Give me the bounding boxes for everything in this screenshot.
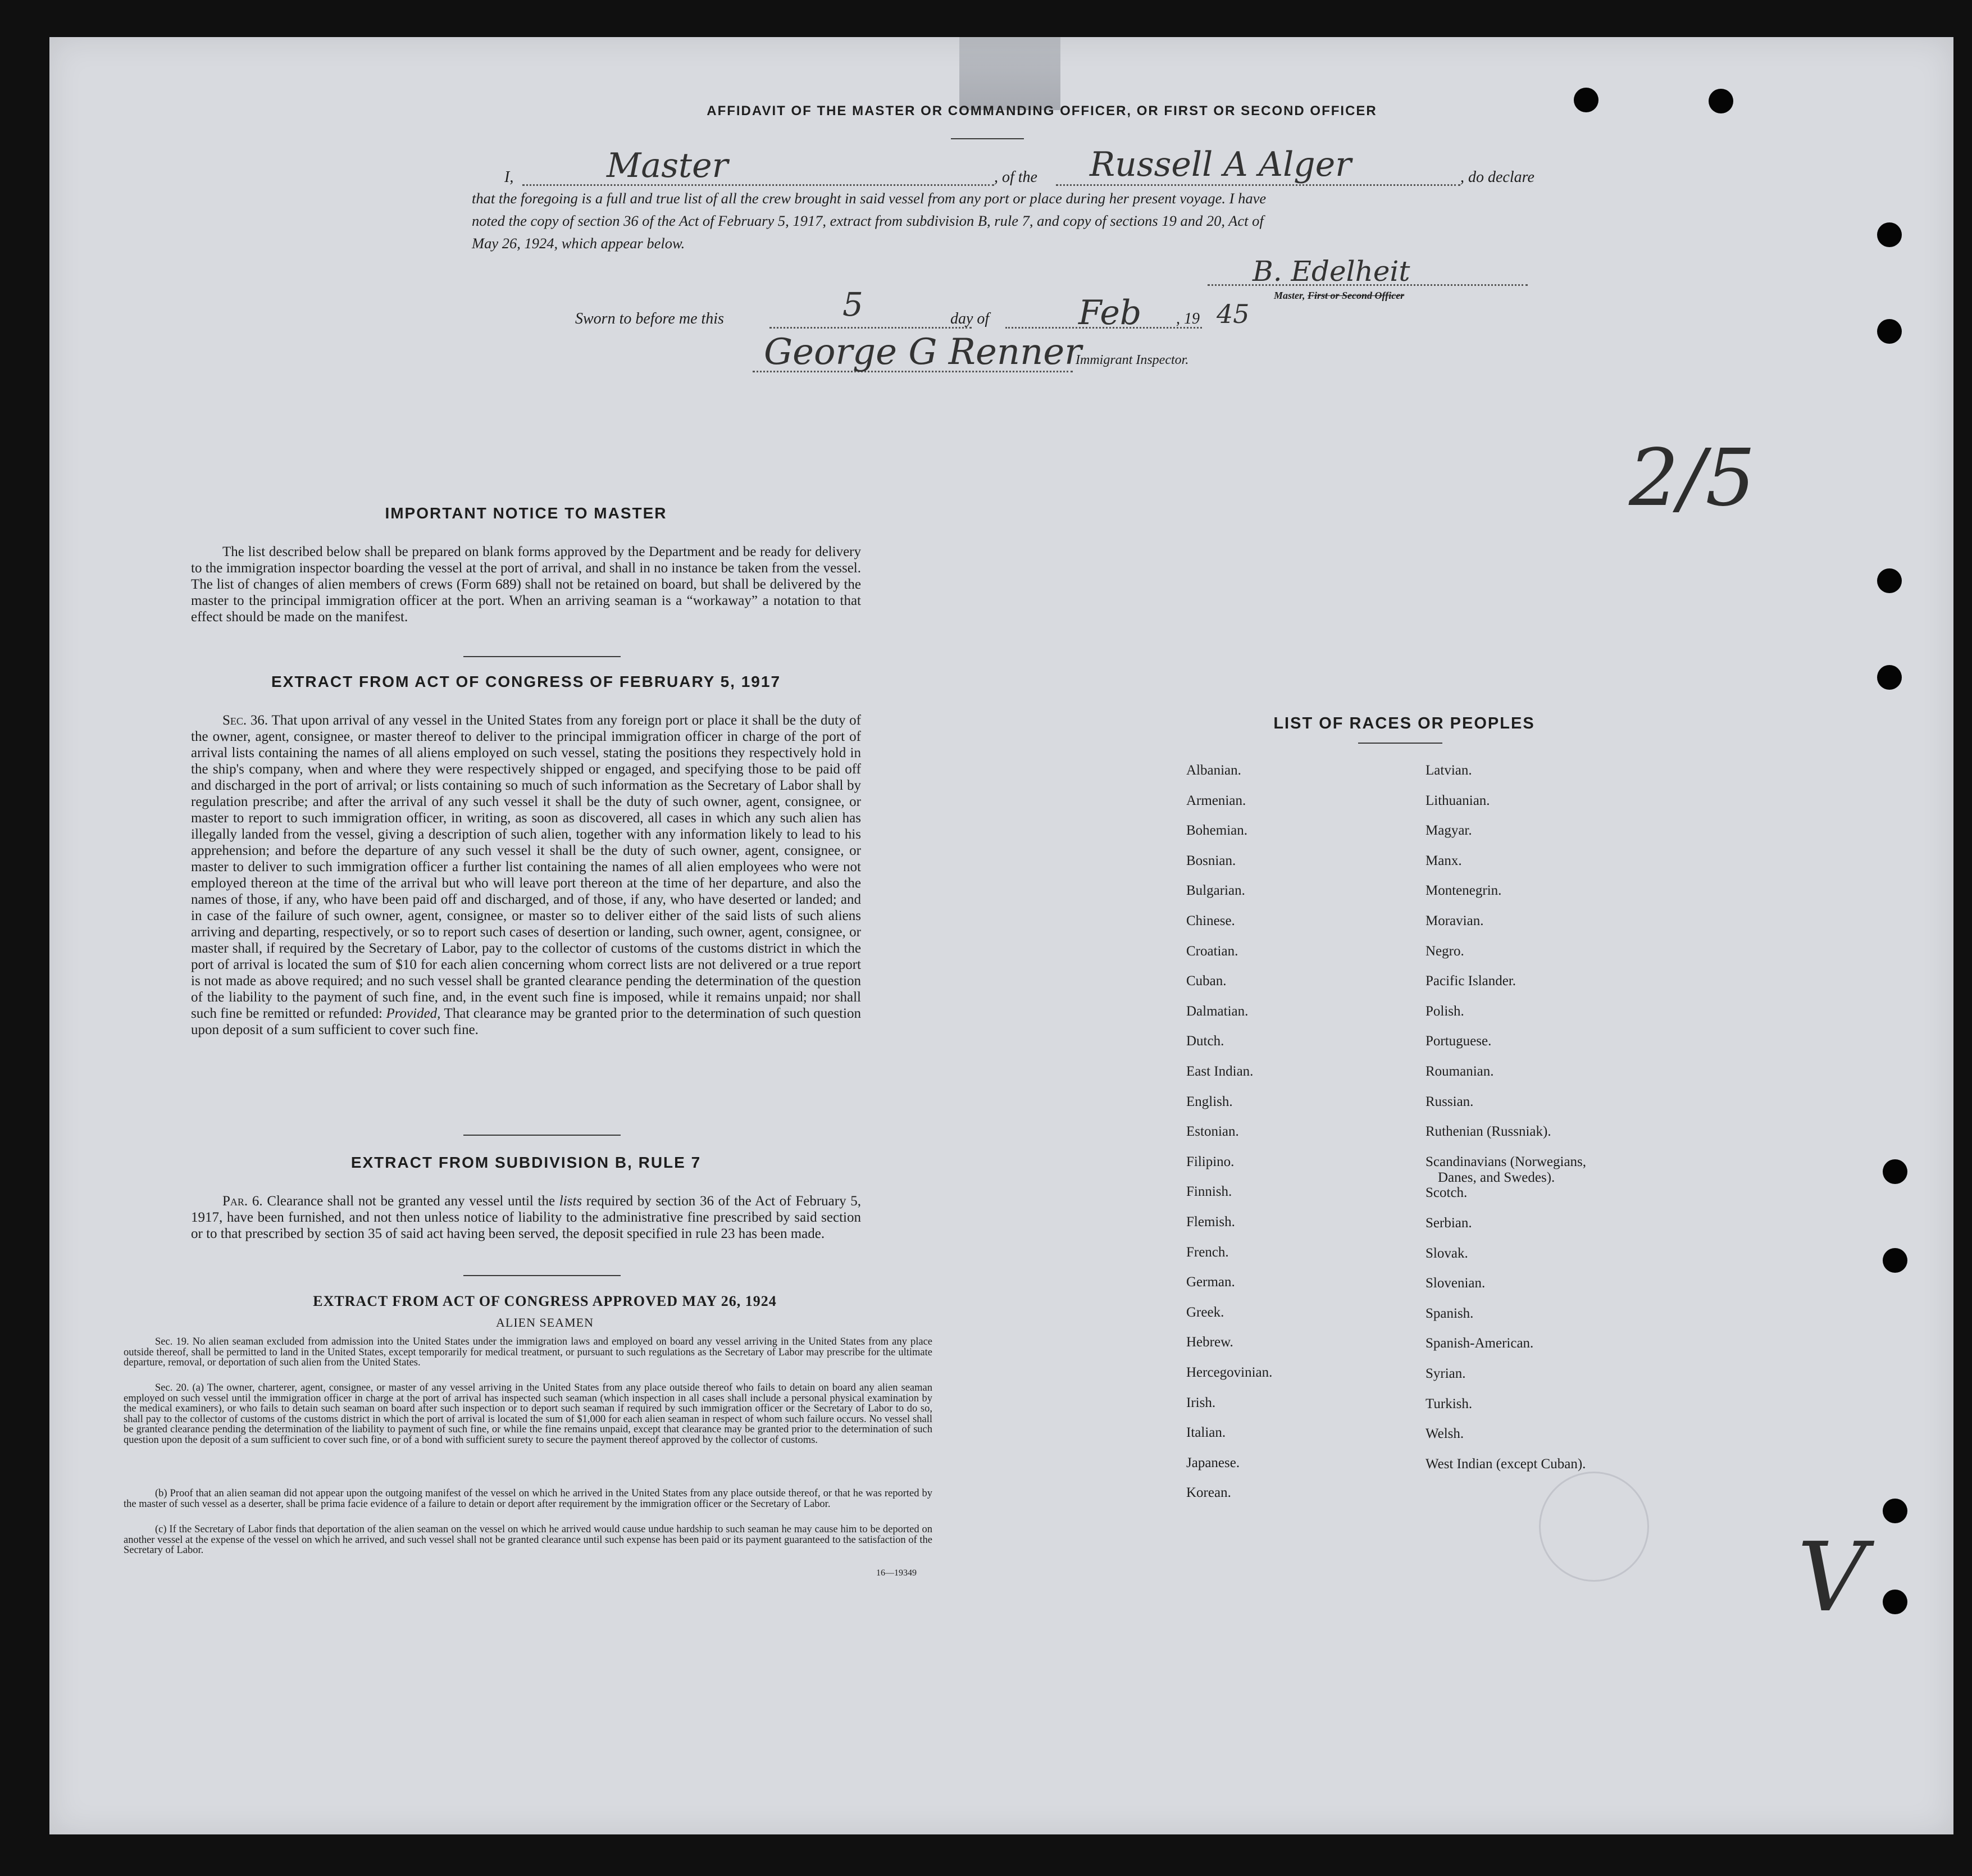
form-number: 16—19349: [876, 1568, 917, 1578]
handwritten-signature: B. Edelheit: [1253, 255, 1410, 288]
race-item: Flemish.: [1186, 1214, 1235, 1230]
handwritten-day: 5: [842, 285, 863, 324]
handwritten-month: Feb: [1078, 293, 1142, 333]
race-item: Finnish.: [1186, 1184, 1232, 1200]
page-title: AFFIDAVIT OF THE MASTER OR COMMANDING OFFICER, OR FIRST OR SECOND OFFICER: [707, 103, 1377, 119]
race-item: Russian.: [1426, 1094, 1474, 1109]
signature-caption: Master, First or Second Officer: [1274, 290, 1405, 301]
race-item: Estonian.: [1186, 1124, 1239, 1140]
race-item: Slovak.: [1426, 1245, 1468, 1261]
race-item: Slovenian.: [1426, 1276, 1486, 1291]
handwritten-vessel-name: Russell A Alger: [1090, 145, 1351, 184]
race-item: Dutch.: [1186, 1033, 1224, 1049]
race-item: Polish.: [1426, 1003, 1464, 1019]
rule7-body: Par. 6. Clearance shall not be granted any vessel until the lists required by section 36 of the Act of February 5, 1917, have been furnished, and not then unless notice of liability to the administrative fine prescribed by said section or to that prescribed by section 35 of said act having been served, the deposit specified in rule 23 has been made.: [191, 1194, 862, 1241]
sec20b-text: (b) Proof that an alien seaman did not appear upon the outgoing manifest of the vessel on which he arrived in the United States from any place outside thereof, or that he was reported by the master of such vessel as a deserter, shall be prima facie evidence of a failure to detain or deport after requirement by the immigration officer or the Secretary of Labor.: [124, 1488, 932, 1510]
affidavit-of-the: , of the: [994, 169, 1037, 186]
sec19-text: Sec. 19. No alien seaman excluded from admission into the United States under the immigration laws and employed on board any vessel arriving in the United States from any place outside thereof, shall be permitted to land in the United States, except temporarily for medical treatment, or pursuant to such regulations as the Secretary of Labor may prescribe for the ultimate departure, removal, or deportation of such alien from the United States.: [124, 1336, 932, 1368]
punch-hole: [1883, 1248, 1907, 1273]
race-item: Albanian.: [1186, 763, 1241, 778]
extract-1924-subtitle: ALIEN SEAMEN: [496, 1315, 594, 1329]
race-item: Bohemian.: [1186, 823, 1248, 839]
race-item: Roumanian.: [1426, 1064, 1494, 1079]
extract-1924-title: EXTRACT FROM ACT OF CONGRESS APPROVED MAY 26, 1924: [313, 1293, 777, 1309]
sworn-year-prefix: , 19: [1176, 310, 1200, 327]
race-item: Spanish-American.: [1426, 1336, 1534, 1351]
race-item: Magyar.: [1426, 823, 1472, 839]
handwritten-margin-mark: 2/5: [1629, 432, 1756, 524]
race-item: Spanish.: [1426, 1305, 1474, 1321]
handwritten-check-mark: V: [1797, 1522, 1866, 1633]
race-item: Portuguese.: [1426, 1033, 1492, 1049]
race-item: Bulgarian.: [1186, 883, 1245, 899]
race-item: Japanese.: [1186, 1455, 1240, 1470]
race-item: Moravian.: [1426, 913, 1484, 928]
embossed-seal: [1539, 1472, 1649, 1582]
sec20c-text: (c) If the Secretary of Labor finds that deportation of the alien seaman on the vessel on which he arrived would cause undue hardship to such seaman he may cause him to be deported on another vessel at the expense of the vessel on which he arrived, and such vessel shall not be granted clearance until such expense has been paid or its payment guaranteed to the satisfaction of the Secretary of Labor.: [124, 1524, 932, 1556]
race-item: Turkish.: [1426, 1396, 1473, 1411]
race-item: Croatian.: [1186, 943, 1238, 959]
race-item: Hebrew.: [1186, 1335, 1233, 1350]
divider: [951, 138, 1024, 139]
race-item: Dalmatian.: [1186, 1003, 1249, 1019]
affidavit-line: noted the copy of section 36 of the Act of February 5, 1917, extract from subdivision B, rule 7, and copy of sections 19 and 20, Act of: [472, 212, 1264, 229]
extract-1917-body: Sec. 36. That upon arrival of any vessel in the United States from any foreign port or place it shall be the duty of the owner, agent, consignee, or master thereof to deliver to the principal immigration officer in charge of the port of arrival lists containing the names of all aliens employed on such vessel, stating the positions they respectively hold in the ship's company, when and where they were respectively shipped or engaged, and specifying those to be paid off and discharged in the port of arrival; or lists containing so much of such information as the Secretary of Labor shall by regulation prescribe; and after the arrival of any such vessel it shall be the duty of such owner, agent, consignee, or master to report to such immigration officer, in writing, as soon as discovered, all cases in which any such alien has illegally landed from the vessel, giving a description of such alien, together with any information likely to lead to his apprehension; and before the departure of any such vessel it shall be the duty of such owner, agent, consignee, or master to deliver to such immigration officer a further list containing the names of all alien employees who were not employed thereon at the time of the arrival but who will leave port thereon at the time of her departure, and also the names of those, if any, who have been paid off and discharged, and of those, if any, who have deserted or landed; and in case of the failure of such owner, agent, consignee, or master so to deliver either of the said lists of such aliens arriving and departing, respectively, or so to report such cases of desertion or landing, such owner, agent, consignee, or master shall, if required by the Secretary of Labor, pay to the collector of customs of the customs district in which the port of arrival is located the sum of $10 for each alien concerning whom correct lists are not delivered or a true report is not made as above required; and no such vessel shall be granted clearance pending the determination of the question of the liability to the payment of such fine, and, in the event such fine is imposed, while it remains unpaid; nor shall such fine be remitted or refunded: Provided, That clearance may be granted prior to the determination of such question upon deposit of a sum sufficient to cover such fine.: [191, 713, 862, 1037]
notice-body: The list described below shall be prepared on blank forms approved by the Department and be ready for delivery to the immigration inspector boarding the vessel at the port of arrival, and shall in no instance be taken from the vessel. The list of changes of alien members of crews (Form 689) shall not be retained on board, but shall be delivered by the master to the principal immigration officer at the port. When an arriving seaman is a “workaway” a notation to that effect should be made on the manifest.: [191, 544, 861, 625]
races-title: LIST OF RACES OR PEOPLES: [1273, 714, 1535, 732]
race-item: English.: [1186, 1094, 1233, 1109]
sworn-day-of: day of: [950, 310, 990, 327]
race-item: Chinese.: [1186, 913, 1235, 928]
race-item: Italian.: [1186, 1425, 1226, 1441]
punch-hole: [1883, 1499, 1907, 1523]
handwritten-year: 45: [1217, 299, 1250, 329]
race-item: Cuban.: [1186, 973, 1227, 989]
race-item: Montenegrin.: [1426, 883, 1502, 899]
rule7-title: EXTRACT FROM SUBDIVISION B, RULE 7: [350, 1154, 702, 1171]
race-item: Negro.: [1426, 943, 1464, 959]
sec20a-text: Sec. 20. (a) The owner, charterer, agent, consignee, or master of any vessel arriving in the United States from any place outside thereof who fails to detain on board any alien seaman employed on such vessel until the immigration officer in charge at the port of arrival has inspected such seaman (which inspection in all cases shall include a personal physical examination by the medical examiners), or who fails to detain such seaman on board after such inspection or to deport such seaman if required by such immigration officer or the Secretary of Labor to do so, shall pay to the collector of customs of the customs district in which the port of arrival is located the sum of $1,000 for each alien seaman in respect of whom such failure occurs. No vessel shall be granted clearance pending the determination of the liability to payment of such fine, or while the fine remains unpaid, except that clearance may be granted prior to the determination of such question upon the deposit of a sum sufficient to cover such fine, or of a bond with sufficient surety to secure the payment thereof approved by the collector of customs.: [124, 1382, 932, 1446]
race-item: Scandinavians (Norwegians,: [1426, 1154, 1587, 1169]
race-item: Serbian.: [1426, 1215, 1472, 1231]
tape-strip: [959, 37, 1060, 110]
affidavit-line: that the foregoing is a full and true list of all the crew brought in said vessel from any port or place during her present voyage. I have: [472, 190, 1267, 207]
race-item: Welsh.: [1426, 1426, 1464, 1442]
notice-title: IMPORTANT NOTICE TO MASTER: [385, 504, 667, 522]
race-item: Greek.: [1186, 1304, 1224, 1320]
race-item: Irish.: [1186, 1395, 1216, 1410]
affidavit-do-declare: , do declare: [1460, 169, 1534, 186]
race-item: East Indian.: [1186, 1064, 1254, 1079]
race-item: Syrian.: [1426, 1366, 1466, 1381]
race-item: Bosnian.: [1186, 853, 1236, 868]
race-item: German.: [1186, 1274, 1235, 1290]
race-item: West Indian (except Cuban).: [1426, 1456, 1586, 1472]
punch-hole: [1877, 319, 1902, 344]
punch-hole: [1709, 89, 1733, 113]
extract-1917-title: EXTRACT FROM ACT OF CONGRESS OF FEBRUARY 5, 1917: [271, 673, 781, 690]
race-item: Ruthenian (Russniak).: [1426, 1124, 1551, 1140]
divider: [463, 656, 621, 657]
race-item: Pacific Islander.: [1426, 973, 1516, 989]
punch-hole: [1883, 1590, 1907, 1614]
race-item: Hercegovinian.: [1186, 1365, 1273, 1380]
sworn-text: Sworn to before me this: [575, 310, 724, 327]
inspector-caption: Immigrant Inspector.: [1076, 353, 1189, 367]
affidavit-i: I,: [504, 169, 514, 186]
divider: [463, 1135, 621, 1136]
punch-hole: [1877, 665, 1902, 690]
race-item-continuation: Danes, and Swedes).: [1438, 1169, 1555, 1185]
affidavit-line: May 26, 1924, which appear below.: [472, 235, 685, 252]
race-item: Filipino.: [1186, 1154, 1235, 1169]
race-item: Armenian.: [1186, 793, 1246, 808]
race-item: Korean.: [1186, 1485, 1231, 1501]
divider: [463, 1275, 621, 1276]
race-item: Manx.: [1426, 853, 1462, 868]
handwritten-title: Master: [607, 146, 728, 185]
punch-hole: [1883, 1159, 1907, 1184]
race-item: Latvian.: [1426, 763, 1472, 778]
race-item: Lithuanian.: [1426, 793, 1490, 808]
punch-hole: [1877, 222, 1902, 247]
divider: [1358, 743, 1442, 744]
punch-hole: [1877, 568, 1902, 593]
race-item: French.: [1186, 1244, 1229, 1260]
handwritten-inspector-signature: George G Renner: [764, 331, 1082, 373]
race-item: Scotch.: [1426, 1185, 1468, 1201]
